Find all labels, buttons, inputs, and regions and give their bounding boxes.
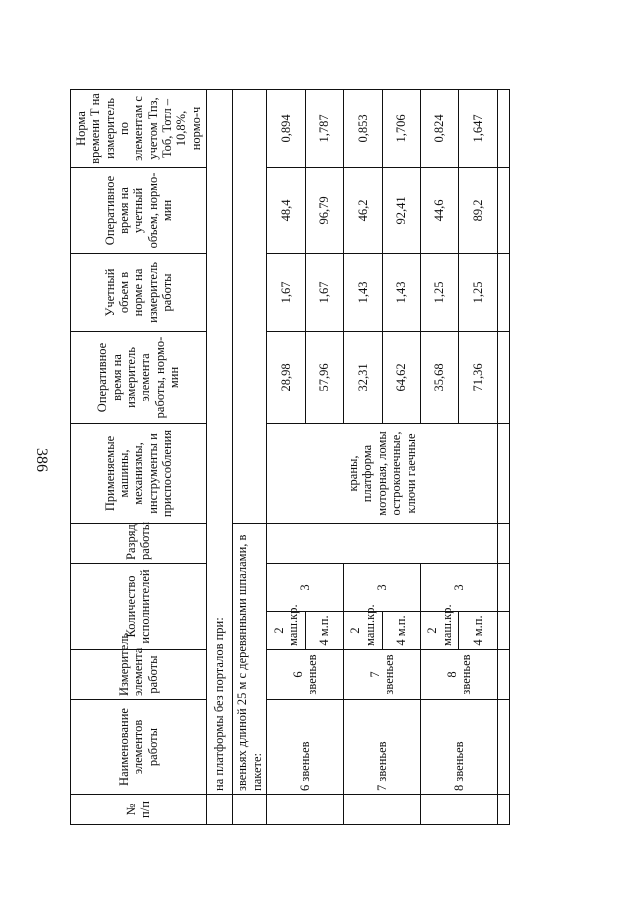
row-op-time-volume-2: 96,79 (305, 167, 343, 253)
row-meter: 8 звеньев (420, 650, 497, 700)
page-number: 386 (33, 448, 50, 472)
row-op-time-volume-1: 48,4 (267, 167, 305, 253)
row-op-time-volume-1: 46,2 (344, 167, 382, 253)
row-norm-1: 0,824 (420, 89, 458, 167)
row-worker-1: 2 маш.кр. (420, 612, 458, 650)
row-volume-2: 1,25 (459, 253, 497, 331)
row-volume-1: 1,43 (344, 253, 382, 331)
header-meter: Измеритель элемента работы (71, 650, 207, 700)
row-norm-2: 1,647 (459, 89, 497, 167)
section-row (206, 89, 232, 824)
row-op-time-1: 32,31 (344, 331, 382, 423)
header-num: № п/п (71, 795, 207, 825)
row-volume-2: 1,43 (382, 253, 420, 331)
row-op-time-volume-2: 89,2 (459, 167, 497, 253)
row-volume-2: 1,67 (305, 253, 343, 331)
row-worker-1: 2 маш.кр. (344, 612, 382, 650)
header-grade: Разряд работы (71, 523, 207, 563)
header-name: Наименование элементов работы (71, 700, 207, 795)
row-op-time-1: 35,68 (420, 331, 458, 423)
table-row (267, 89, 305, 824)
row-norm-2: 1,787 (305, 89, 343, 167)
header-op-time: Оперативное время на измеритель элемента работы, нормо-мин (71, 331, 207, 423)
header-op-time-volume: Оперативное время на учетный объем, нормо-мин (71, 167, 207, 253)
row-norm-1: 0,853 (344, 89, 382, 167)
table-bottom-row (497, 89, 509, 824)
row-op-time-volume-2: 92,41 (382, 167, 420, 253)
row-op-time-2: 71,36 (459, 331, 497, 423)
header-volume: Учетный объем в норме на измеритель работы (71, 253, 207, 331)
header-norm: Норма времени Т на измеритель по элементам с учетом Тпз, Тоб, Тотл – 10,8%, нормо-ч (71, 89, 207, 167)
row-worker-2: 4 м.п. (459, 612, 497, 650)
row-op-time-2: 57,96 (305, 331, 343, 423)
row-worker-2: 4 м.п. (382, 612, 420, 650)
row-norm-2: 1,706 (382, 89, 420, 167)
header-workers: Количество исполнителей (71, 563, 207, 649)
row-grade: 3 (420, 563, 497, 611)
section-row (233, 89, 267, 824)
row-worker-1: 2 маш.кр. (267, 612, 305, 650)
norm-table-rotated (70, 90, 510, 825)
header-row (71, 89, 207, 824)
row-worker-2: 4 м.п. (305, 612, 343, 650)
row-op-time-2: 64,62 (382, 331, 420, 423)
row-grade: 3 (344, 563, 421, 611)
row-volume-1: 1,25 (420, 253, 458, 331)
header-machines: Применяемые машины, механизмы, инструменты и приспособления (71, 423, 207, 523)
row-grade: 3 (267, 563, 344, 611)
row-op-time-volume-1: 44,6 (420, 167, 458, 253)
section-title: на платформы без порталов при: (206, 89, 232, 794)
row-name: 6 звеньев (267, 700, 344, 795)
row-op-time-1: 28,98 (267, 331, 305, 423)
row-name: 8 звеньев (420, 700, 497, 795)
row-meter: 7 звеньев (344, 650, 421, 700)
row-meter: 6 звеньев (267, 650, 344, 700)
norm-table (70, 89, 510, 825)
machines-cell: краны, платформа моторная, ломы остроконечные, ключи гаечные (267, 423, 498, 523)
row-name: 7 звеньев (344, 700, 421, 795)
row-volume-1: 1,67 (267, 253, 305, 331)
row-norm-1: 0,894 (267, 89, 305, 167)
section-subtitle: звеньях длиной 25 м с деревянными шпалами, в пакете: (233, 523, 267, 794)
